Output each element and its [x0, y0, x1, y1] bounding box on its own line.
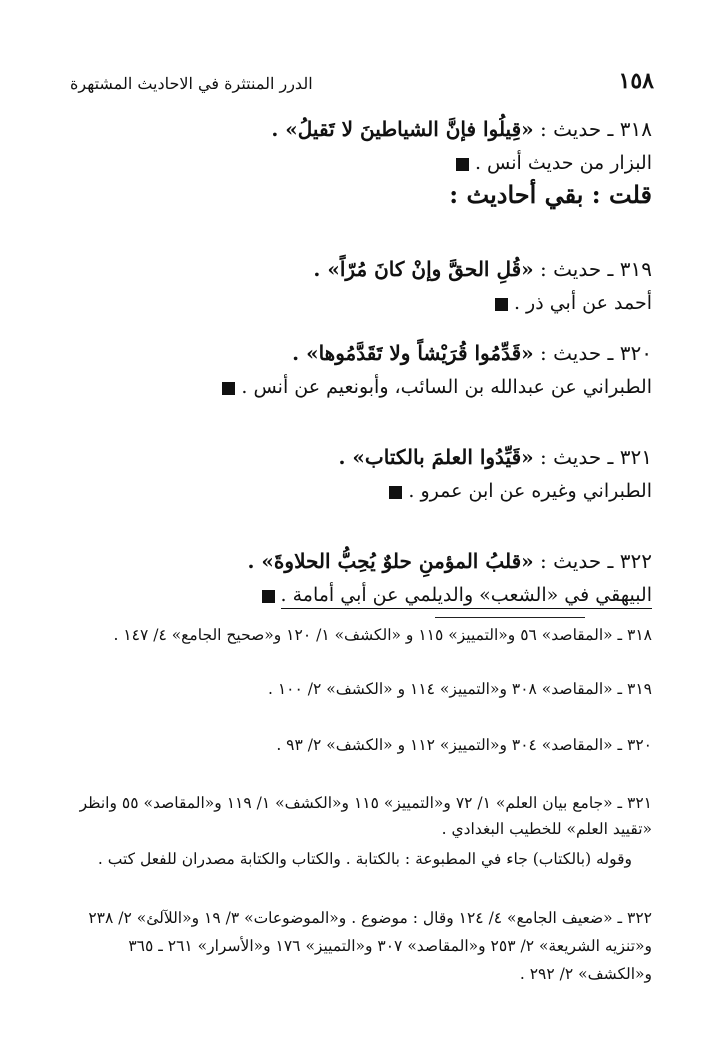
end-mark-icon: [456, 158, 469, 171]
hadith-322: [70, 544, 652, 578]
hadith-label: ٣١٩ ـ حديث :: [540, 257, 652, 281]
hadith-label: ٣٢١ ـ حديث :: [540, 445, 652, 469]
hadith-label: ٣٢٠ ـ حديث :: [540, 341, 652, 365]
running-title: الدرر المنتثرة في الاحاديث المشتهرة: [70, 74, 313, 93]
footnote-319: ٣١٩ ـ «المقاصد» ٣٠٨ و«التمييز» ١١٤ و «الكشف» ٢/ ١٠٠ .: [267, 680, 652, 698]
section-heading: قلت : بقي أحاديث :: [449, 180, 652, 209]
footnote-320: ٣٢٠ ـ «المقاصد» ٣٠٤ و«التمييز» ١١٢ و «الكشف» ٢/ ٩٣ .: [276, 736, 652, 754]
source-text: البيهقي في «الشعب» والديلمي عن أبي أمامة .: [281, 584, 653, 609]
page-number: ١٥٨: [618, 68, 654, 94]
hadith-text: «قلبُ المؤمنِ حلوٌ يُحِبُّ الحلاوةَ» .: [247, 549, 534, 573]
hadith-text: «قِيلُوا فإنَّ الشياطينَ لا تَقيلُ» .: [271, 117, 534, 141]
source-text: الطبراني عن عبدالله بن السائب، وأبونعيم عن أنس .: [241, 376, 652, 398]
page-header: [70, 68, 654, 98]
footnote-321: ٣٢١ ـ «جامع بيان العلم» ١/ ٧٢ و«التمييز» ١١٥ و«الكشف» ١/ ١١٩ و«المقاصد» ٥٥ وانظر «تقييد العلم» للخطيب البغدادي .: [79, 794, 652, 838]
hadith-text: «قُلِ الحقَّ وإنْ كانَ مُرّاً» .: [313, 257, 534, 281]
footnote-322: ٣٢٢ ـ «ضعيف الجامع» ٤/ ١٢٤ وقال : موضوع . و«الموضوعات» ٣/ ١٩ و«اللآلئ» ٢/ ٢٣٨ و«تنزيه الشريعة» ٢/ ٢٥٣ و«المقاصد» ٣٠٧ و«التمييز» ١٧٦ و«الأسرار» ٢٦١ ـ ٣٦٥ و«الكشف» ٢/ ٢٩٢ .: [88, 909, 652, 983]
footnote-318: ٣١٨ ـ «المقاصد» ٥٦ و«التمييز» ١١٥ و «الكشف» ١/ ١٢٠ و«صحيح الجامع» ٤/ ١٤٧ .: [113, 626, 652, 644]
hadith-text: «قَدِّمُوا قُرَيْشاً ولا تَقَدَّمُوها» .: [292, 341, 534, 365]
source-text: البزار من حديث أنس .: [474, 152, 652, 174]
end-mark-icon: [389, 486, 402, 499]
hadith-318: [70, 112, 652, 146]
hadith-label: ٣٢٢ ـ حديث :: [540, 549, 652, 573]
hadith-text: «قَيِّدُوا العلمَ بالكتاب» .: [338, 445, 534, 469]
source-321: [70, 474, 652, 508]
hadith-320: [70, 336, 652, 370]
end-mark-icon: [495, 298, 508, 311]
source-322: [70, 578, 652, 612]
end-mark-icon: [222, 382, 235, 395]
source-text: الطبراني وغيره عن ابن عمرو .: [408, 480, 652, 502]
source-319: [70, 286, 652, 320]
end-mark-icon: [262, 590, 275, 603]
footnote-divider: [435, 617, 585, 618]
source-318: [70, 146, 652, 180]
source-text: أحمد عن أبي ذر .: [513, 292, 652, 314]
hadith-label: ٣١٨ ـ حديث :: [540, 117, 652, 141]
hadith-321: [70, 440, 652, 474]
source-320: [70, 370, 652, 404]
hadith-319: [70, 252, 652, 286]
footnote-321-note: وقوله (بالكتاب) جاء في المطبوعة : بالكتابة . والكتاب والكتابة مصدران للفعل كتب .: [97, 850, 632, 868]
